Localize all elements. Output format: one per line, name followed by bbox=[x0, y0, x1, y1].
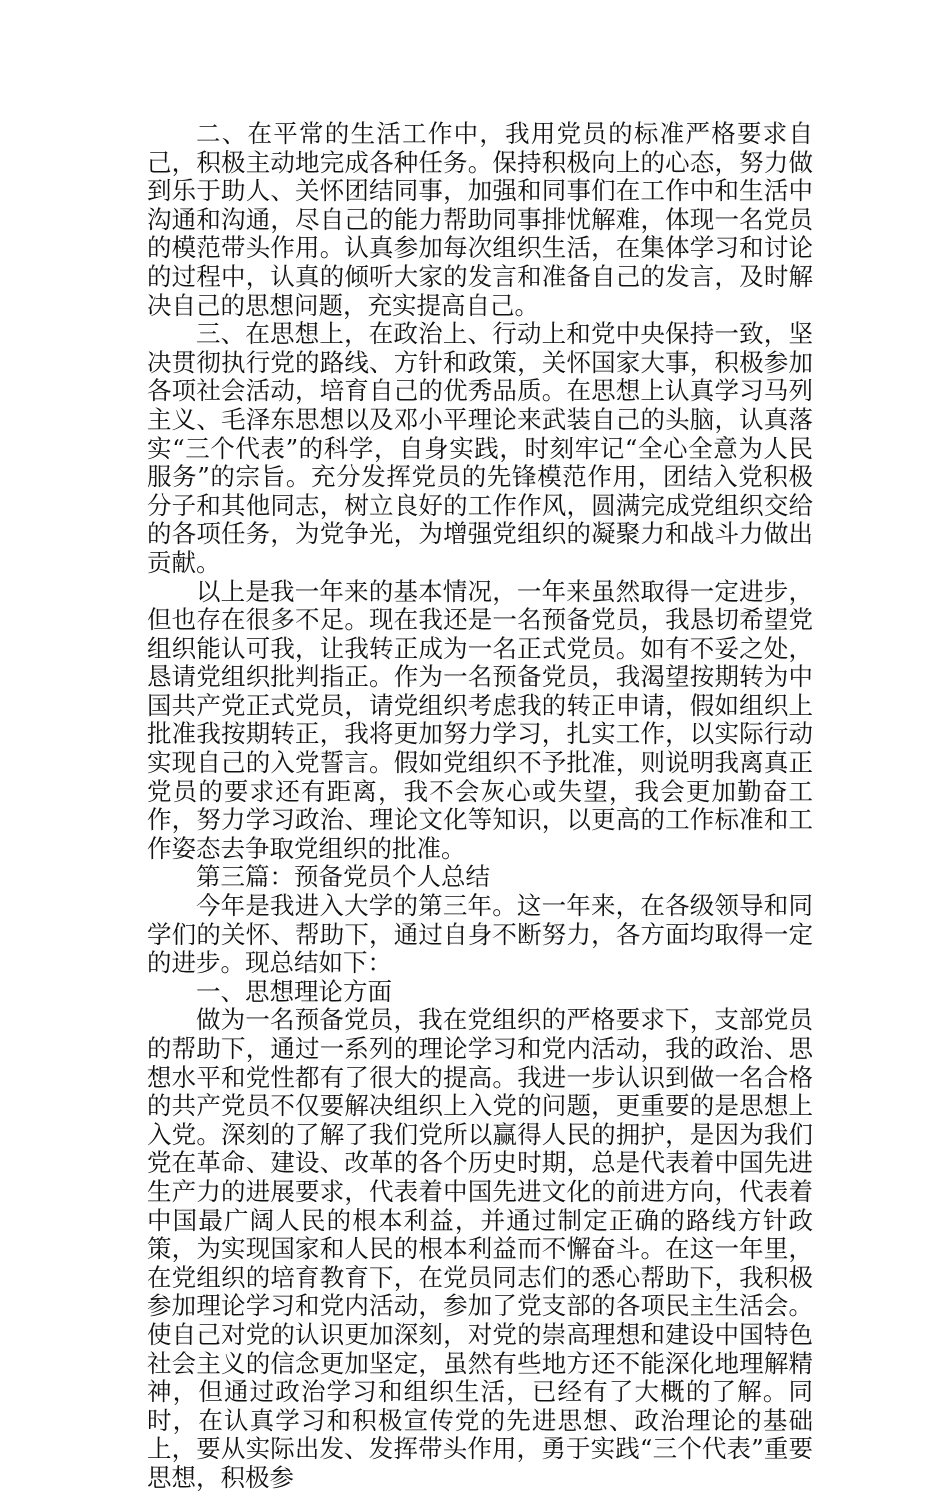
paragraph-part-three: 三、在思想上，在政治上、行动上和党中央保持一致，坚决贯彻执行党的路线、方针和政策，关怀国家大事，积极参加各项社会活动，培育自己的优秀品质。在思想上认真学习马列主义、毛泽东思想以及邓小平理论来武装自己的头脑，认真落实“三个代表”的科学，自身实践，时刻牢记“全心全意为人民服务”的宗旨。充分发挥党员的先锋模范作用，团结入党积极分子和其他同志，树立良好的工作作风，圆满完成党组织交给的各项任务，为党争光，为增强党组织的凝聚力和战斗力做出贡献。 bbox=[147, 319, 813, 577]
paragraph-theory: 做为一名预备党员，我在党组织的严格要求下，支部党员的帮助下，通过一系列的理论学习和党内活动，我的政治、思想水平和党性都有了很大的提高。我进一步认识到做一名合格的共产党员不仅要解决组织上入党的问题，更重要的是思想上入党。深刻的了解了我们党所以赢得人民的拥护，是因为我们党在革命、建设、改革的各个历史时期，总是代表着中国先进生产力的进展要求，代表着中国先进文化的前进方向，代表着中国最广阔人民的根本利益，并通过制定正确的路线方针政策，为实现国家和人民的根本利益而不懈奋斗。在这一年里，在党组织的培育教育下，在党员同志们的悉心帮助下，我积极参加理论学习和党内活动，参加了党支部的各项民主生活会。使自己对党的认识更加深刻，对党的崇高理想和建设中国特色社会主义的信念更加坚定，虽然有些地方还不能深化地理解精神，但通过政治学习和组织生活，已经有了大概的了解。同时，在认真学习和积极宣传党的先进思想、政治理论的基础上，要从实际出发、发挥带头作用，勇于实践“三个代表”重要思想，积极参 bbox=[147, 1005, 813, 1492]
paragraph-part-two: 二、在平常的生活工作中，我用党员的标准严格要求自己，积极主动地完成各种任务。保持积极向上的心态，努力做到乐于助人、关怀团结同事，加强和同事们在工作中和生活中沟通和沟通，尽自己的能力帮助同事排忧解难，体现一名党员的模范带头作用。认真参加每次组织生活，在集体学习和讨论的过程中，认真的倾听大家的发言和准备自己的发言，及时解决自己的思想问题，充实提高自己。 bbox=[147, 119, 813, 320]
section-heading: 第三篇：预备党员个人总结 bbox=[196, 862, 490, 892]
paragraph-conclusion: 以上是我一年来的基本情况，一年来虽然取得一定进步，但也存在很多不足。现在我还是一名预备党员，我恳切希望党组织能认可我，让我转正成为一名正式党员。如有不妥之处，恳请党组织批判指正。作为一名预备党员，我渴望按期转为中国共产党正式党员，请党组织考虑我的转正申请，假如组织上批准我按期转正，我将更加努力学习，扎实工作，以实际行动实现自己的入党誓言。假如党组织不予批准，则说明我离真正党员的要求还有距离，我不会灰心或失望，我会更加勤奋工作，努力学习政治、理论文化等知识，以更高的工作标准和工作姿态去争取党组织的批准。 bbox=[147, 576, 813, 863]
subsection-heading: 一、思想理论方面 bbox=[196, 976, 392, 1006]
document-body bbox=[147, 120, 813, 1493]
paragraph-intro: 今年是我进入大学的第三年。这一年来，在各级领导和同学们的关怀、帮助下，通过自身不断努力，各方面均取得一定的进步。现总结如下： bbox=[147, 891, 813, 978]
